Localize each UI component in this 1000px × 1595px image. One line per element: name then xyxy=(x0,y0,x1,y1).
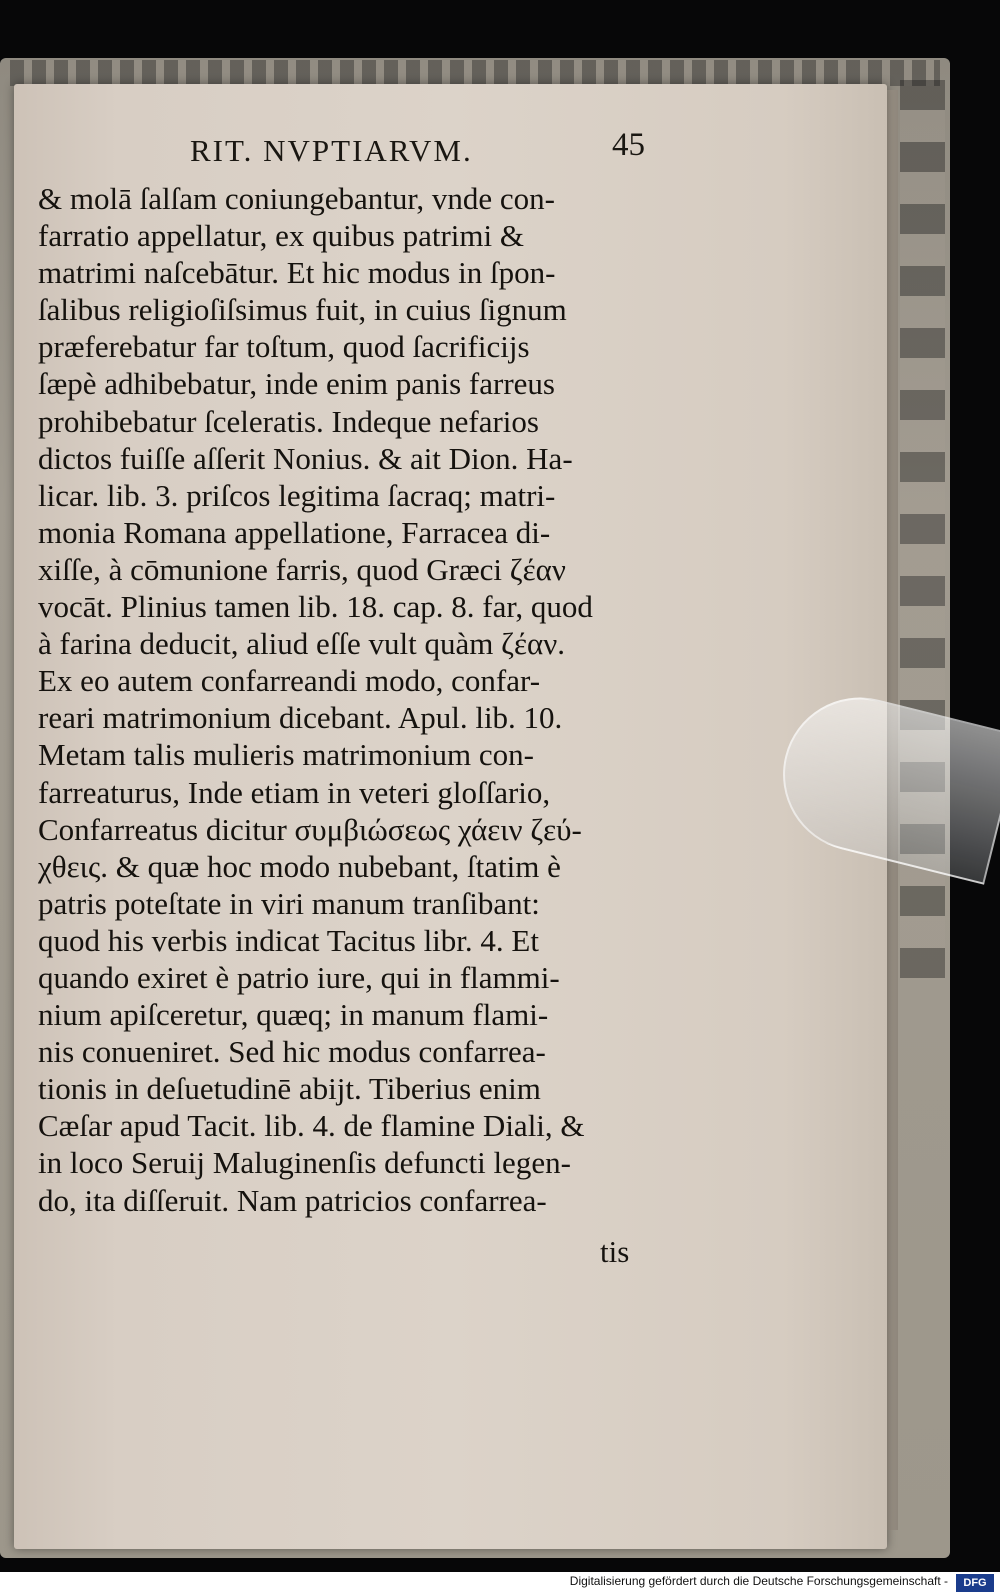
text-line: & molā ſalſam coniungebantur, vnde con- xyxy=(38,181,555,216)
text-line: licar. lib. 3. priſcos legitima ſacraq; matri- xyxy=(38,477,556,513)
bleed-through-top xyxy=(10,60,940,86)
catchword: tis xyxy=(600,1234,630,1269)
running-head: RIT. NVPTIARVM. xyxy=(190,133,473,168)
funding-credit: Digitalisierung gefördert durch die Deutsche Forschungsgemeinschaft - xyxy=(569,1574,948,1588)
text-line: nis conueniret. Sed hic modus confarrea- xyxy=(38,1034,546,1070)
text-line: Cæſar apud Tacit. lib. 4. de flamine Diali, & xyxy=(38,1108,585,1144)
text-line: prohibebatur ſceleratis. Indeque nefarios xyxy=(38,403,539,439)
text-line: Metam talis mulieris matrimonium con- xyxy=(38,737,534,773)
text-line: monia Romana appellatione, Farracea di- xyxy=(38,514,551,550)
text-line: Confarreatus dicitur συμβιώσεως χάειν ζεύ- xyxy=(38,811,582,847)
text-line: matrimi naſcebātur. Et hic modus in ſpon- xyxy=(38,255,556,291)
text-line: farreaturus, Inde etiam in veteri gloſſario, xyxy=(38,774,551,810)
text-line: ſalibus religioſiſsimus fuit, in cuius ſignum xyxy=(38,292,567,328)
text-line: χθεις. & quæ hoc modo nubebant, ſtatim è xyxy=(38,848,561,884)
text-line: Ex eo autem confarreandi modo, confar- xyxy=(38,663,541,699)
text-line: farratio appellatur, ex quibus patrimi & xyxy=(38,218,524,254)
text-line: vocāt. Plinius tamen lib. 18. cap. 8. far, quod xyxy=(38,589,593,625)
text-line: præferebatur far toſtum, quod ſacrificijs xyxy=(38,329,530,365)
text-line: dictos fuiſſe aſſerit Nonius. & ait Dion. Ha- xyxy=(38,440,573,476)
text-line: patris poteſtate in viri manum tranſibant: xyxy=(38,885,540,921)
text-line: xiſſe, à cōmunione farris, quod Græci ζέαν xyxy=(38,551,566,587)
text-line: reari matrimonium dicebant. Apul. lib. 10. xyxy=(38,700,563,736)
text-line: tionis in deſuetudinē abijt. Tiberius enim xyxy=(38,1071,541,1107)
text-line: ſæpè adhibebatur, inde enim panis farreus xyxy=(38,366,555,402)
text-block xyxy=(38,180,678,1219)
footer-bar xyxy=(0,1572,1000,1595)
text-line: do, ita diſſeruit. Nam patricios confarrea- xyxy=(38,1182,547,1218)
text-line: à farina deducit, aliud eſſe vult quàm ζέαν. xyxy=(38,626,565,662)
page-number: 45 xyxy=(612,127,645,163)
text-line: quod his verbis indicat Tacitus libr. 4. Et xyxy=(38,922,539,958)
text-line: in loco Seruij Maluginenſis defuncti legen- xyxy=(38,1145,571,1181)
dfg-logo-icon: DFG xyxy=(956,1574,994,1592)
text-line: quando exiret è patrio iure, qui in flammi- xyxy=(38,959,560,995)
text-line: nium apiſceretur, quæq; in manum flami- xyxy=(38,997,549,1033)
